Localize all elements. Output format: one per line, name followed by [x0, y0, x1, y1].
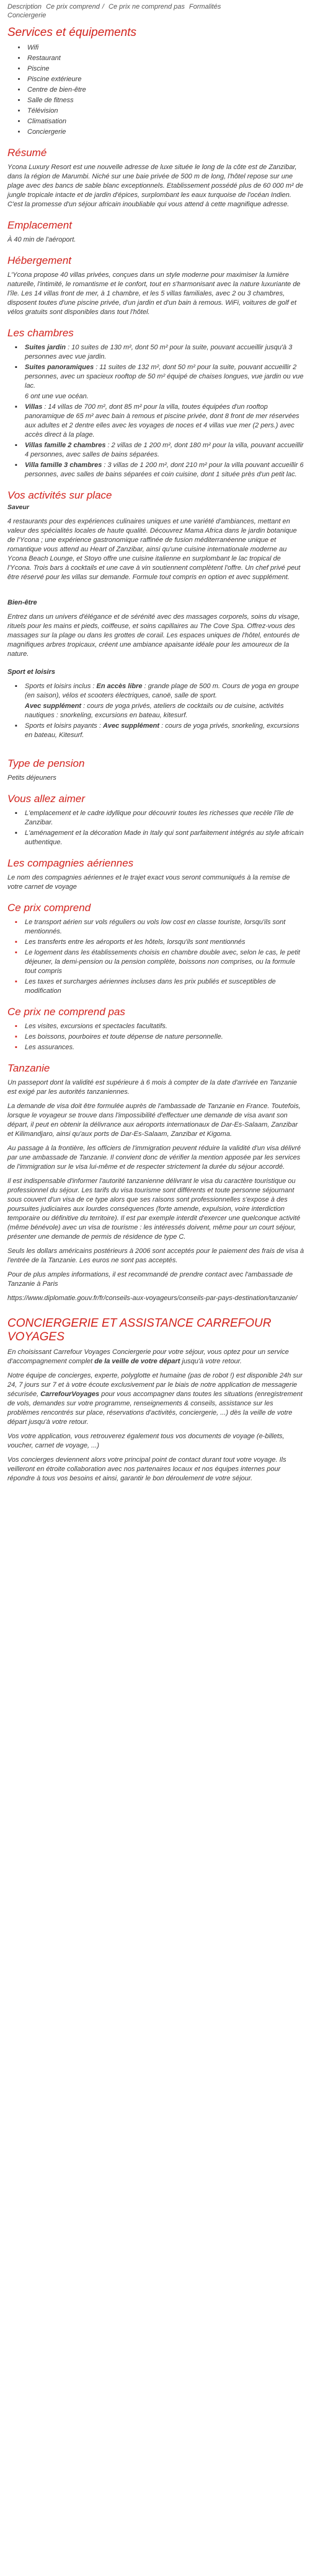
- hebergement-text: L'Ycona propose 40 villas privées, conçues dans un style moderne pour maximiser la lumière naturelle, l'intimité, le romantisme et le confort, tout en s'harmonisant avec la nature luxuriante de l'île. Les 14 villas front de mer, à 1 chambre, et les 5 villas familiales, avec 2 ou 3 chambres, disposent toutes d'une piscine privée, d'un jardin et d'un bain à remous. WiFi, voitures de golf et vélos gratuits sont disponibles dans tout l'hôtel.: [7, 271, 301, 316]
- tanzanie-paragraph: Un passeport dont la validité est supérieure à 6 mois à compter de la date d'arrivée en Tanzanie est exigé par les autorités tanzaniennes.: [7, 1079, 298, 1096]
- chambre-item: 6 ont une vue océan.: [25, 393, 89, 400]
- aimer-item: ▪ L'aménagement et la décoration Made in Italy qui sont parfaitement intégrés au style africain authentique.: [24, 829, 305, 847]
- vous-allez-aimer-list: [7, 809, 305, 847]
- conciergerie-title: CONCIERGERIE ET ASSISTANCE CARREFOUR VOYAGES: [7, 1317, 272, 1343]
- service-item: • Conciergerie: [26, 128, 305, 137]
- sport-item: ▪ Sports et loisirs inclus : En accès libre : grande plage de 500 m. Cours de yoga en groupe (en saison), vélos et scooters électriques, canoë, salle de sport.: [24, 682, 305, 701]
- service-item: • Centre de bien-être: [26, 85, 305, 95]
- type-pension-text: Petits déjeuners: [7, 774, 56, 782]
- tab-bar: [7, 0, 305, 20]
- saveur-text: 4 restaurants pour des expériences culinaires uniques et une variété d'ambiances, mettant en valeur des spécialités locales de haute qualité. Découvrez Mama Africa dans le jardin botanique de l'Ycona ; une expérience gastronomique raffinée de fusion méditerranéenne unique et romantique vous attend au Heart of Zanzibar, ainsi qu'une cuisine internationale moderne au Ycona Beach Lounge, et Stoyo offre une cuisine italienne en surplombant le lac tropical de l'Ycona. Trois bars à cocktails et une cave à vin soutiennent complètent l'offre. Un chef privé peut être réservé pour les villas sur demande. Formule tout compris en option et avec supplément.: [7, 518, 301, 581]
- type-pension-title: Type de pension: [7, 758, 85, 769]
- tanzanie-paragraphs: [7, 1078, 305, 1289]
- tab-separator: /: [102, 3, 104, 11]
- tab-conciergerie[interactable]: Conciergerie: [7, 12, 46, 19]
- bien-etre-text: Entrez dans un univers d'élégance et de sérénité avec des massages corporels, soins du visage, rituels pour les mains et pieds, coiffeuse, et soins capillaires au The Cove Spa. Offrez-vous des massages sur la plage ou dans les grottes de corail. Les espaces uniques de l'hôtel, entourés de magnifiques arbres tropicaux, créent une ambiance apaisante idéale pour les amoureux de la nature.: [7, 613, 300, 658]
- service-item: • Piscine: [26, 64, 305, 74]
- chambres-title: Les chambres: [7, 327, 74, 339]
- chambre-item: ▪ Villa famille 3 chambres : 3 villas de 1 200 m², dont 210 m² pour la villa pouvant accueillir 6 personnes, avec salles de bains séparées et coin cuisine, dont 1 située près d'un petit lac.: [24, 461, 305, 479]
- sport-item: Avec supplément : cours de yoga privés, ateliers de cocktails ou de cuisine, activités nautiques : snorkeling, excursions en bateau, kitesurf.: [25, 702, 284, 719]
- tab-ce-prix-comprend[interactable]: Ce prix comprend: [46, 3, 100, 11]
- services-list: [7, 43, 305, 137]
- chambre-item: ▪ Suites panoramiques : 11 suites de 132 m², dont 50 m² pour la suite, pouvant accueillir 2 personnes, avec un spacieux rooftop de 50 m² équipé de chaises longues, vue jardin ou vue lac.: [24, 363, 305, 391]
- emplacement-title: Emplacement: [7, 219, 72, 231]
- chambre-item: ▪ Suites jardin : 10 suites de 130 m², dont 50 m² pour la suite, pouvant accueillir jusqu'à 3 personnes avec vue jardin.: [24, 343, 305, 362]
- comprend-item: ▪ Les taxes et surcharges aériennes incluses dans les prix publiés et susceptibles de modification: [24, 977, 305, 996]
- comprend-item: ▪ Le transport aérien sur vols réguliers ou vols low cost en classe touriste, lorsqu'ils sont mentionnés.: [24, 918, 305, 937]
- comprend-item: ▪ Le logement dans les établissements choisis en chambre double avec, selon le cas, le petit déjeuner, la demi-pension ou la pension complète, boissons non comprises, ou la formule tout compris: [24, 948, 305, 976]
- tanzanie-paragraph: Il est indispensable d'informer l'autorité tanzanienne délivrant le visa du caractère touristique ou professionnel du séjour. Les tarifs du visa tourisme sont différents et toute personne séjournant sous couvert d'un visa de ce type alors que ses raisons sont professionnelles s'expose à des poursuites judiciaires aux lourdes conséquences (forte amende, expulsion, voire interdiction temporaire ou définitive du territoire). Il est par exemple interdit d'exercer une quelconque activité (même bénévole) avec un visa de tourisme : les intéressés doivent, même pour un court séjour, présenter une demande de permis de résidence de type C.: [7, 1177, 301, 1241]
- tanzanie-paragraph: Pour de plus amples informations, il est recommandé de prendre contact avec l'ambassade de Tanzanie à Paris: [7, 1271, 293, 1288]
- conciergerie-p1: En choisissant Carrefour Voyages Conciergerie pour votre séjour, vous optez pour un service d'accompagnement complet de la veille de votre départ jusqu'à votre retour.: [7, 1348, 289, 1365]
- service-item: • Piscine extérieure: [26, 75, 305, 84]
- aimer-item: ▪ L'emplacement et le cadre idyllique pour découvrir toutes les richesses que recèle l'île de Zanzibar.: [24, 809, 305, 827]
- emplacement-text: À 40 min de l'aéroport.: [7, 236, 76, 243]
- ne-comprend-item: ▪ Les assurances.: [24, 1043, 305, 1052]
- conciergerie-p4: Vos concierges deviennent alors votre principal point de contact durant tout votre voyage. Ils veilleront en étroite collaboration avec nos partenaires locaux et nos équipes internes pour répondre à tous vos besoins et ainsi, garantir le bon déroulement de votre séjour.: [7, 1456, 286, 1482]
- tanzanie-paragraph: Seuls les dollars américains postérieurs à 2006 sont acceptés pour le paiement des frais de visa à l'entrée de la Tanzanie. Les euros ne sont pas acceptés.: [7, 1247, 304, 1264]
- ne-comprend-item: ▪ Les boissons, pourboires et toute dépense de nature personnelle.: [24, 1033, 305, 1042]
- services-title: Services et équipements: [7, 26, 137, 39]
- conciergerie-p2: Notre équipe de concierges, experte, polyglotte et humaine (pas de robot !) est disponible 24h sur 24, 7 jours sur 7 et à votre écoute exclusivement par le biais de notre application de messagerie sécurisée, CarrefourVoyages pour vous accompagner dans toutes les situations (enregistrement de vols, demandes sur votre programme, renseignements & conseils, assistance sur les problèmes rencontrés sur place, réservations d'activités, conciergerie, ...) dès la veille de votre départ jusqu'à votre retour.: [7, 1372, 303, 1426]
- comprend-item: ▪ Les transferts entre les aéroports et les hôtels, lorsqu'ils sont mentionnés: [24, 938, 305, 947]
- ce-prix-comprend-list: [7, 918, 305, 996]
- tab-formalites[interactable]: Formalités: [189, 3, 221, 11]
- service-item: • Salle de fitness: [26, 96, 305, 105]
- service-item: • Restaurant: [26, 54, 305, 63]
- service-item: • Télévision: [26, 107, 305, 116]
- bien-etre-heading: Bien-être: [7, 599, 37, 606]
- resume-text: Ycona Luxury Resort est une nouvelle adresse de luxe située le long de la côte est de Zanzibar, dans la région de Marumbi. Niché sur une baie privée de 500 m de long, l'hôtel repose sur une plage avec des bancs de sable blanc exceptionnels. Etablissement possédé plus de 60 000 m² de jungle tropicale intacte et de jardin d'épices, surplombant les eaux turquoise de l'océan Indien. C'est la promesse d'un séjour africain inoubliable qui vous attend à cette magnifique adresse.: [7, 164, 303, 208]
- tanzanie-paragraph: La demande de visa doit être formulée auprès de l'ambassade de Tanzanie en France. Toutefois, lorsque le voyageur se trouve dans l'impossibilité d'effectuer une demande de visa avant son départ, il peut en obtenir la délivrance aux aéroports internationaux de Dar-Es-Salaam, Zanzibar et Kilimandjaro, ainsi qu'aux ports de Dar-Es-Salaam, Zanzibar et Kigoma.: [7, 1102, 301, 1138]
- tab-description[interactable]: Description: [7, 3, 42, 11]
- hebergement-title: Hébergement: [7, 255, 72, 266]
- tab-ce-prix-ne-comprend-pas[interactable]: Ce prix ne comprend pas: [108, 3, 185, 11]
- sport-item: ▪ Sports et loisirs payants : Avec supplément : cours de yoga privés, snorkeling, excursions en bateau, Kitesurf.: [24, 722, 305, 740]
- compagnies-text: Le nom des compagnies aériennes et le trajet exact vous seront communiqués à la remise de votre carnet de voyage: [7, 874, 290, 891]
- vous-allez-aimer-title: Vous allez aimer: [7, 793, 86, 805]
- compagnies-title: Les compagnies aériennes: [7, 857, 134, 869]
- ne-comprend-item: ▪ Les visites, excursions et spectacles facultatifs.: [24, 1022, 305, 1031]
- ce-prix-ne-comprend-pas-title: Ce prix ne comprend pas: [7, 1006, 125, 1018]
- activites-title: Vos activités sur place: [7, 489, 112, 501]
- service-item: • Wifi: [26, 43, 305, 53]
- chambre-item: ▪ Villas famille 2 chambres : 2 villas de 1 200 m², dont 180 m² pour la villa, pouvant accueillir 4 personnes, avec salles de bains séparées.: [24, 441, 305, 460]
- tanzanie-title: Tanzanie: [7, 1062, 50, 1074]
- chambre-item: ▪ Villas : 14 villas de 700 m², dont 85 m² pour la villa, toutes équipées d'un rooftop panoramique de 65 m² avec bain à remous et piscine privée, dont 8 front de mer réservées aux adultes et 2 dentre elles avec les voyages de noces et 4 villas vue mer (2 pers.) avec accès direct à la plage.: [24, 403, 305, 440]
- resume-title: Résumé: [7, 147, 47, 159]
- tanzanie-link[interactable]: https://www.diplomatie.gouv.fr/fr/conseils-aux-voyageurs/conseils-par-pays-destination/tanzanie/: [7, 1295, 298, 1302]
- tanzanie-paragraph: Au passage à la frontière, les officiers de l'immigration peuvent réduire la validité d'un visa délivré par une ambassade de Tanzanie. Il convient donc de vérifier la mention apposée par les services de l'immigration sur le visa lui-même et de respecter strictement la durée du séjour accordé.: [7, 1145, 301, 1171]
- chambres-list: [7, 343, 305, 479]
- sport-heading: Sport et loisirs: [7, 668, 56, 676]
- saveur-heading: Saveur: [7, 504, 30, 511]
- sport-list: [7, 682, 305, 740]
- conciergerie-p3: Vos votre application, vous retrouverez également tous vos documents de voyage (e-billets, voucher, carnet de voyage, ...): [7, 1433, 285, 1449]
- service-item: • Climatisation: [26, 117, 305, 126]
- ce-prix-comprend-title: Ce prix comprend: [7, 902, 91, 914]
- ce-prix-ne-comprend-pas-list: [7, 1022, 305, 1052]
